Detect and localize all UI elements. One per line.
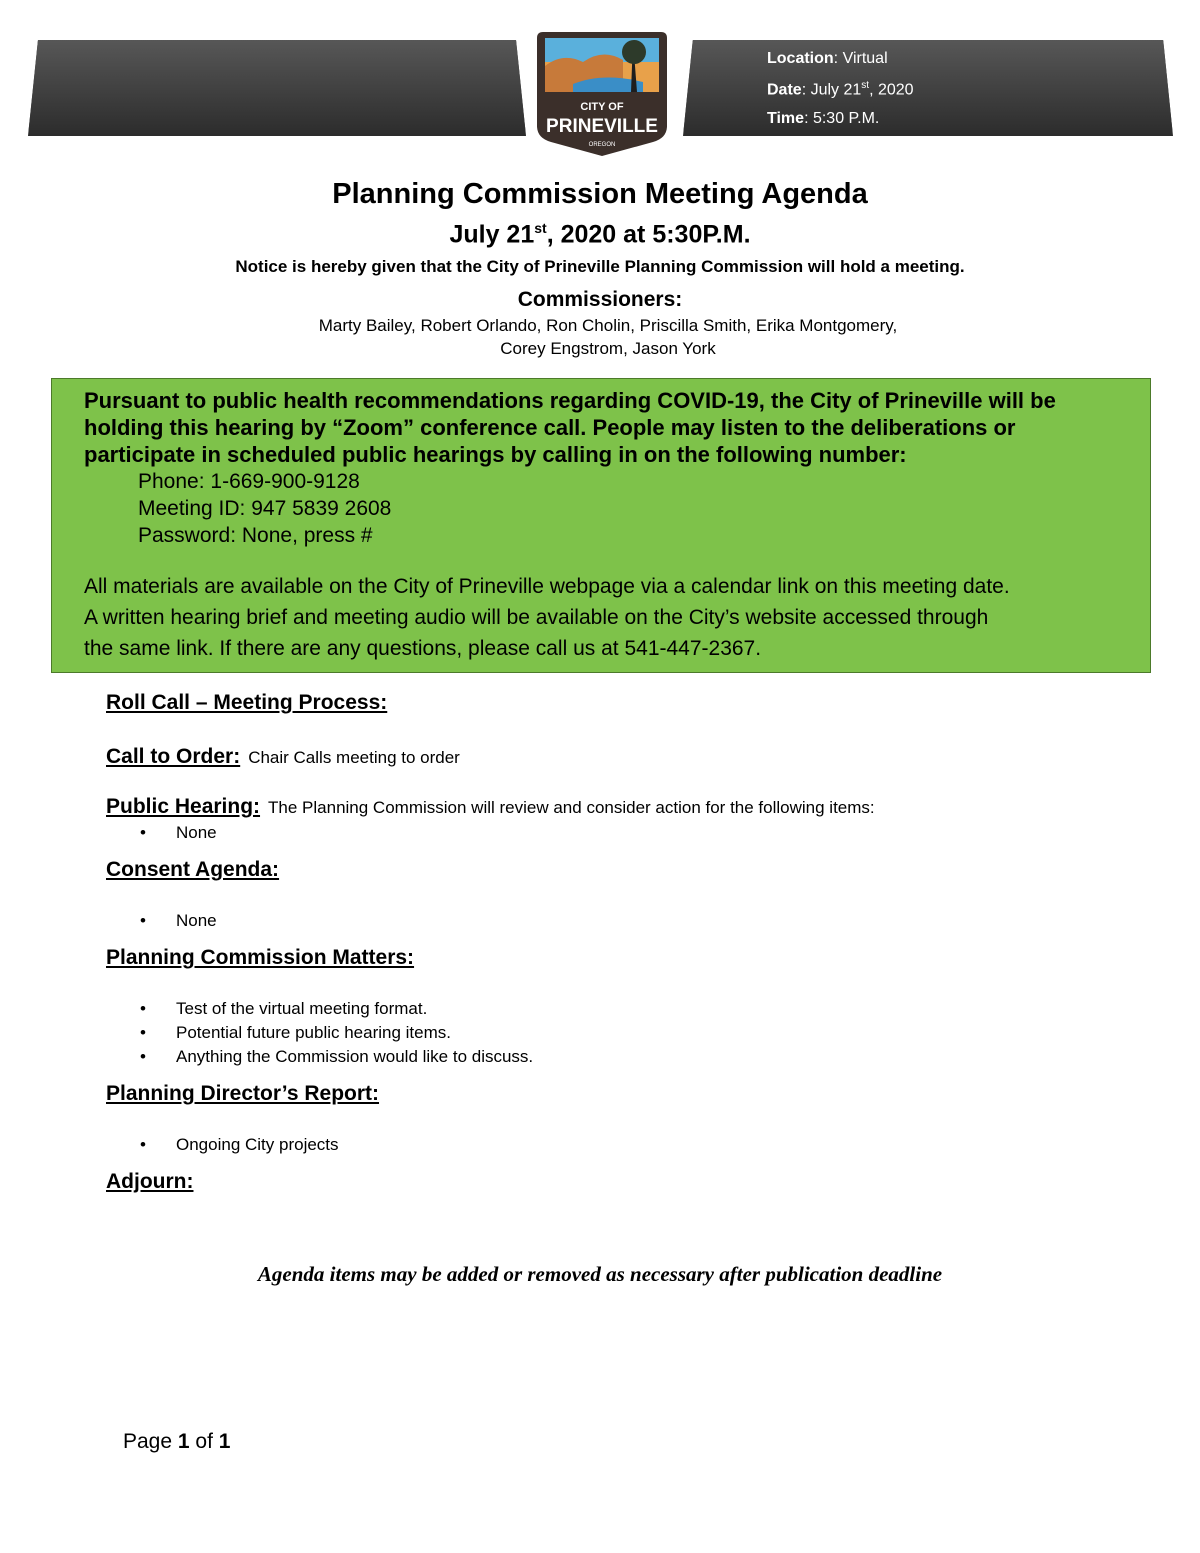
list-item: • Ongoing City projects xyxy=(140,1135,339,1154)
list-item: • Test of the virtual meeting format. xyxy=(140,999,428,1018)
commissioners-list-line2: Corey Engstrom, Jason York xyxy=(500,339,716,358)
list-item: • None xyxy=(140,911,217,930)
commissioners-list-line1: Marty Bailey, Robert Orlando, Ron Cholin, Priscilla Smith, Erika Montgomery, xyxy=(318,316,898,335)
section-public-hearing: Public Hearing: The Planning Commission will review and consider action for the following items: xyxy=(106,795,875,818)
meeting-notice: Notice is hereby given that the City of Prineville Planning Commission will hold a meeting. xyxy=(235,257,965,276)
list-item: • Potential future public hearing items. xyxy=(140,1023,451,1042)
header-date: Date: July 21st, 2020 xyxy=(767,80,914,99)
phone-number: Phone: 1-669-900-9128 xyxy=(138,470,360,493)
svg-text:PRINEVILLE: PRINEVILLE xyxy=(546,116,658,137)
header-bar-left xyxy=(28,40,526,136)
commissioners-label: Commissioners: xyxy=(517,288,683,311)
page-number: Page 1 of 1 xyxy=(123,1430,231,1453)
header-time: Time: 5:30 P.M. xyxy=(767,110,880,127)
header-bar-right xyxy=(683,40,1173,136)
agenda-footnote: Agenda items may be added or removed as necessary after publication deadline xyxy=(257,1262,943,1286)
city-logo xyxy=(533,26,671,158)
section-consent-agenda: Consent Agenda: xyxy=(106,858,280,881)
meeting-id: Meeting ID: 947 5839 2608 xyxy=(138,497,392,520)
section-director-report: Planning Director’s Report: xyxy=(106,1082,380,1105)
section-pc-matters: Planning Commission Matters: xyxy=(106,946,415,969)
meeting-password: Password: None, press # xyxy=(138,524,373,547)
page-title: Planning Commission Meeting Agenda xyxy=(332,178,868,210)
section-roll-call: Roll Call – Meeting Process: xyxy=(106,691,388,714)
covid-notice-box: Pursuant to public health recommendations regarding COVID-19, the City of Prineville will be holding this hearing by “Zoom” conference call. People may listen to the deliberations or participate in scheduled public hearings by calling in on the following number: Phone: 1-669-900-9128 Meeting ID: 947 5839 2608 Password: None, press # All materials are available on the City of Prineville webpage via a calendar link on this meeting date. A written hearing brief and meeting audio will be available on the City’s website accessed through the same link. If there are any questions, please call us at 541-447-2367. xyxy=(51,378,1151,673)
section-adjourn: Adjourn: xyxy=(106,1170,194,1193)
list-item: • None xyxy=(140,823,217,842)
svg-text:OREGON: OREGON xyxy=(588,142,616,148)
header-location: Location: Virtual xyxy=(767,50,888,67)
section-call-to-order: Call to Order: Chair Calls meeting to order xyxy=(106,745,460,768)
svg-text:CITY OF: CITY OF xyxy=(580,101,624,113)
list-item: • Anything the Commission would like to discuss. xyxy=(140,1047,534,1066)
meeting-date: July 21st, 2020 at 5:30P.M. xyxy=(449,220,751,249)
